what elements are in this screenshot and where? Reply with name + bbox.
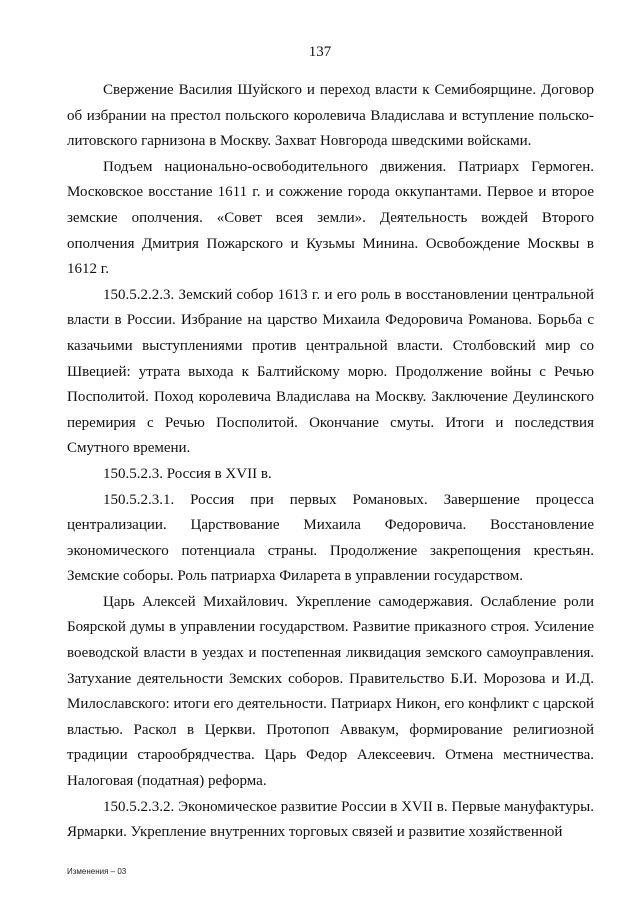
paragraph: Свержение Василия Шуйского и переход власти к Семибоярщине. Договор об избрании на престол польского королевича Владислава и вступление польско-литовского гарнизона в Москву. Захват Новгорода шведскими войсками. — [67, 82, 594, 150]
paragraph: 150.5.2.2.3. Земский собор 1613 г. и его роль в восстановлении центральной власти в России. Избрание на царство Михаила Федоровича Романова. Борьба с казачьими выступлениями против центральной власти. Столбовский мир со Швецией: утрата выхода к Балтийскому морю. Продолжение войны с Речью Посполитой. Поход королевича Владислава на Москву. Заключение Деулинского перемирия с Речью Посполитой. Окончание смуты. Итоги и последствия Смутного времени. — [67, 286, 594, 457]
page-number: 137 — [308, 44, 332, 60]
paragraph: 150.5.2.3.2. Экономическое развитие России в XVII в. Первые мануфактуры. Ярмарки. Укрепление внутренних торговых связей и развитие хозяйственной — [67, 798, 594, 841]
paragraph: Подъем национально-освободительного движения. Патриарх Гермоген. Московское восстание 1611 г. и сожжение города оккупантами. Первое и второе земские ополчения. «Совет всея земли». Деятельность вождей Второго ополчения Дмитрия Пожарского и Кузьмы Минина. Освобождение Москвы в 1612 г. — [67, 158, 594, 278]
paragraph: 150.5.2.3.1. Россия при первых Романовых. Завершение процесса централизации. Царствование Михаила Федоровича. Восстановление экономического потенциала страны. Продолжение закрепощения крестьян. Земские соборы. Роль патриарха Филарета в управлении государством. — [67, 491, 594, 585]
body-text — [67, 78, 594, 846]
section-heading: 150.5.2.3. Россия в XVII в. — [103, 465, 272, 482]
revision-note: Изменения – 03 — [67, 867, 127, 876]
paragraph: Царь Алексей Михайлович. Укрепление самодержавия. Ослабление роли Боярской думы в управлении государством. Развитие приказного строя. Усиление воеводской власти в уездах и постепенная ликвидация земского самоуправления. Затухание деятельности Земских соборов. Правительство Б.И. Морозова и И.Д. Милославского: итоги его деятельности. Патриарх Никон, его конфликт с царской властью. Раскол в Церкви. Протопоп Аввакум, формирование религиозной традиции старообрядчества. Царь Федор Алексеевич. Отмена местничества. Налоговая (податная) реформа. — [67, 593, 594, 790]
